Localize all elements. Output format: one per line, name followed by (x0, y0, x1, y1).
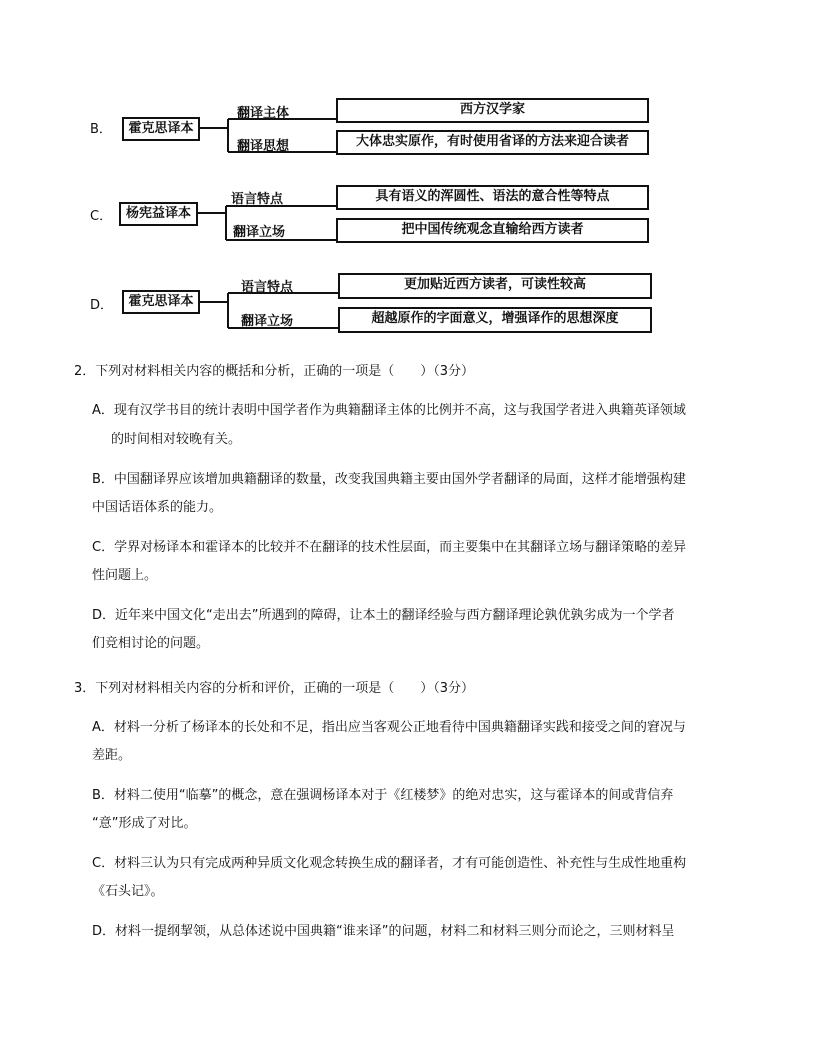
root-box-b: 霍克思译本 (122, 117, 200, 141)
branch-label-d2: 翻译立场 (241, 314, 294, 329)
branch-box-c2: 把中国传统观念直输给西方读者 (336, 218, 649, 243)
branch-box-b1: 西方汉学家 (336, 98, 649, 123)
q2-option-c-line1: C．学界对杨译本和霍译本的比较并不在翻译的技术性层面，而主要集中在其翻译立场与翻译策略的差异 (92, 540, 687, 555)
branch-label-b1: 翻译主体 (237, 106, 290, 121)
q3-option-b-line2: “意”形成了对比。 (92, 816, 197, 831)
option-letter-b: B． (90, 122, 112, 137)
branch-label-c1: 语言特点 (231, 192, 284, 207)
q2-option-d-line2: 们竞相讨论的问题。 (92, 636, 210, 651)
q3-option-a-line1: A．材料一分析了杨译本的长处和不足，指出应当客观公正地看待中国典籍翻译实践和接受之间的窘况与 (92, 720, 686, 735)
branch-box-d1: 更加贴近西方读者，可读性较高 (338, 273, 652, 299)
branch-label-d1: 语言特点 (241, 280, 294, 295)
question-2-stem: 2．下列对材料相关内容的概括和分析，正确的一项是（ ）（3分） (74, 364, 475, 379)
q2-option-b-line1: B．中国翻译界应该增加典籍翻译的数量，改变我国典籍主要由国外学者翻译的局面，这样才能增强构建 (92, 472, 686, 487)
branch-label-c2: 翻译立场 (233, 225, 286, 240)
root-box-c: 杨宪益译本 (119, 202, 198, 226)
question-3-stem: 3．下列对材料相关内容的分析和评价，正确的一项是（ ）（3分） (74, 681, 475, 696)
q3-option-d-line1: D．材料一提纲挈领，从总体述说中国典籍“谁来译”的问题，材料二和材料三则分而论之，三则材料呈 (92, 924, 675, 939)
option-letter-d: D． (90, 298, 114, 313)
q2-option-a-line1: A．现有汉学书目的统计表明中国学者作为典籍翻译主体的比例并不高，这与我国学者进入典籍英译领域 (92, 403, 686, 418)
q3-option-b-line1: B．材料二使用“临摹”的概念，意在强调杨译本对于《红楼梦》的绝对忠实，这与霍译本的间或背信弃 (92, 788, 674, 803)
q2-option-d-line1: D．近年来中国文化“走出去”所遇到的障碍，让本土的翻译经验与西方翻译理论孰优孰劣成为一个学者 (92, 608, 675, 623)
q2-option-a-line2: 的时间相对较晚有关。 (111, 432, 242, 447)
branch-box-c1: 具有语义的浑圆性、语法的意合性等特点 (336, 185, 649, 210)
q3-option-c-line1: C．材料三认为只有完成两种异质文化观念转换生成的翻译者，才有可能创造性、补充性与生成性地重构 (92, 856, 687, 871)
root-box-d: 霍克思译本 (122, 290, 200, 314)
branch-label-b2: 翻译思想 (237, 139, 290, 154)
q3-option-a-line2: 差距。 (92, 748, 132, 763)
branch-box-d2: 超越原作的字面意义，增强译作的思想深度 (338, 307, 652, 333)
q3-option-c-line2: 《石头记》。 (92, 884, 164, 899)
option-letter-c: C． (90, 209, 113, 224)
q2-option-c-line2: 性问题上。 (92, 568, 158, 583)
branch-box-b2: 大体忠实原作，有时使用省译的方法来迎合读者 (336, 130, 649, 155)
q2-option-b-line2: 中国话语体系的能力。 (92, 500, 223, 515)
